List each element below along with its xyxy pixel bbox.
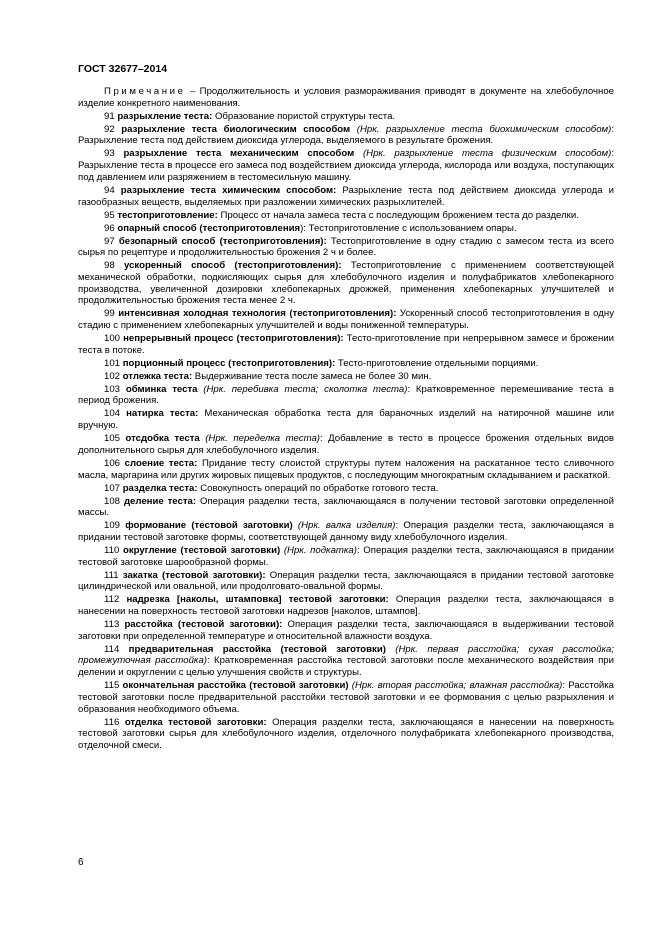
term-entry — [78, 148, 614, 183]
entry-definition: ): Тестоприготовление с использованием опары. — [300, 222, 517, 234]
term-entry — [78, 433, 614, 456]
document-code-header: ГОСТ 32677–2014 — [78, 63, 168, 75]
entry-definition: Совокупность операций по обработке готового теста. — [197, 482, 439, 494]
entry-number: 102 — [104, 370, 121, 382]
entry-number: 111 — [104, 569, 119, 581]
term-entry — [78, 496, 614, 519]
entry-definition: Тестоприготовление с применением соответствующей механической обработки, подкисляющих сырья для хлебобулочного изделия и полуфабрикатов хлебопекарного производства, увеличенной дозировки хлебопекарных дрожжей, применения хлебопекарных улучшителей и продолжительностью брожения теста менее 2 ч. — [78, 260, 614, 307]
entry-term: разделка теста: — [122, 482, 198, 494]
entry-definition: Операция разделки теста, заключающаяся в придании тестовой заготовке цилиндрической или овальной, или продолговато-овальной формы. — [78, 569, 614, 593]
entry-term: закатка (тестовой заготовки): — [122, 569, 266, 581]
entry-definition: : Кратковременная расстойка тестовой заготовки после механического воздействия при делении и округлении с целью улучшения свойств и структуры. — [78, 655, 614, 679]
entry-number: 96 — [104, 222, 115, 234]
entry-definition: Разрыхление теста под действием диоксида углерода и газообразных веществ, выделяемых при разложении химических разрыхлителей. — [78, 184, 614, 208]
entry-non-recommended-term: (Нрк. переделка теста) — [199, 433, 321, 445]
entry-term: округление (тестовой заготовки) — [122, 544, 281, 556]
entry-definition: Механическая обработка теста для бараночных изделий на натирочной машине или вручную. — [78, 408, 614, 432]
entry-number: 107 — [104, 482, 121, 494]
term-entry — [78, 371, 614, 383]
term-entry — [78, 680, 614, 715]
entry-non-recommended-term: (Нрк. перебивка теста; сколотка теста) — [197, 383, 408, 395]
term-entry — [78, 594, 614, 617]
term-entry — [78, 333, 614, 356]
entry-term: порционный процесс (тестоприготовления): — [122, 357, 336, 369]
entry-number: 93 — [104, 148, 115, 160]
term-entry — [78, 570, 614, 593]
term-entry — [78, 520, 614, 543]
entry-number: 100 — [104, 333, 121, 345]
entry-term: отлежка теста: — [122, 370, 193, 382]
entry-definition: : Расстойка тестовой заготовки после предварительной расстойки тестовой заготовки и ее формования с целью разрыхления и образования необходимого объема. — [78, 680, 615, 715]
term-entry — [78, 210, 614, 222]
entry-number: 115 — [104, 680, 120, 692]
note-paragraph — [78, 86, 614, 109]
entry-definition: Процесс от начала замеса теста с последующим брожением теста до разделки. — [217, 209, 579, 221]
entry-definition: Образование пористой структуры теста. — [212, 110, 396, 122]
entry-definition: Тестоприготовление в одну стадию с замесом теста из всего сырья по рецептуре и продолжительностью брожения 2 ч и более. — [78, 235, 614, 259]
entry-number: 113 — [104, 619, 120, 631]
entry-definition: Операция разделки теста, заключающаяся в нанесении на поверхность тестовой заготовки сырья для хлебобулочного изделия, отделочного полуфабриката хлебопекарного производства, отделочной смеси. — [78, 716, 614, 751]
term-entry — [78, 358, 614, 370]
entry-term: слоение теста: — [124, 457, 198, 469]
entry-term: надрезка [наколы, штамповка] тестовой заготовки: — [126, 594, 389, 606]
document-body — [78, 86, 614, 753]
entry-definition: Операция разделки теста, заключающаяся в нанесении на поверхность тестовой заготовки надрезов [наколов, штампов]. — [78, 594, 615, 618]
entry-number: 97 — [104, 235, 115, 247]
entry-number: 108 — [104, 495, 121, 507]
entry-term: опарный способ (тестоприготовления — [117, 222, 301, 234]
entry-term: интенсивная холодная технология (тестоприготовления): — [118, 308, 397, 320]
term-entry — [78, 185, 614, 208]
entry-term: отсдобка теста — [125, 433, 200, 445]
entry-number: 98 — [104, 260, 115, 272]
entry-non-recommended-term: (Нрк. первая расстойка; сухая расстойка; промежуточная расстойка) — [78, 643, 614, 667]
term-entry — [78, 260, 614, 307]
entry-definition: : Операция разделки теста, заключающаяся в придании тестовой заготовке формы, соответствующей данному виду хлебобулочного изделия. — [78, 520, 614, 543]
entry-number: 92 — [104, 123, 115, 135]
entry-number: 116 — [104, 716, 120, 728]
term-entry — [78, 644, 614, 679]
entry-number: 101 — [104, 357, 121, 369]
entry-number: 104 — [104, 408, 121, 420]
term-entry — [78, 384, 614, 407]
entry-term: отделка тестовой заготовки: — [124, 716, 267, 728]
entry-term: ускоренный способ (тестоприготовления): — [123, 260, 342, 272]
entry-definition: : Кратковременное перемешивание теста в период брожения. — [78, 383, 614, 407]
entry-number: 103 — [104, 383, 121, 395]
entry-term: расстойка (тестовой заготовки): — [124, 619, 283, 631]
entry-definition: Тесто-приготовление при непрерывном замесе и брожении теста в потоке. — [78, 333, 614, 356]
term-entry — [78, 619, 614, 642]
entry-non-recommended-term: (Нрк. разрыхление теста физическим способом) — [354, 148, 612, 160]
term-entry — [78, 124, 614, 147]
entry-definition: Придание тесту слоистой структуры путем наложения на раскатанное тесто сливочного масла, маргарина или других жировых пищевых продуктов, с последующим многократным складыванием и раскаткой. — [78, 457, 614, 481]
entry-number: 114 — [104, 643, 120, 655]
entry-number: 110 — [104, 544, 120, 556]
term-entry — [78, 111, 614, 123]
entry-term: непрерывный процесс (тестоприготовления): — [123, 333, 344, 345]
entry-number: 95 — [104, 209, 115, 221]
entry-term: тестоприготовление: — [117, 209, 218, 221]
entry-number: 112 — [104, 594, 120, 606]
entry-definition: Ускоренный способ тестоприготовления в одну стадию с применением хлебопекарных улучшителей и воды пониженной температуры. — [78, 308, 614, 332]
entry-definition: Операция разделки теста, заключающаяся в выдерживании тестовой заготовки при определенной температуре и относительной влажности воздуха. — [78, 619, 614, 642]
entry-non-recommended-term: (Нрк. подкатка) — [280, 544, 357, 556]
entry-term: безопарный способ (тестоприготовления): — [118, 235, 327, 247]
entry-definition: Выдерживание теста после замеса не более 30 мин. — [192, 370, 432, 382]
entry-term: окончательная расстойка (тестовой заготовки) — [122, 680, 349, 692]
term-entry — [78, 308, 614, 331]
entry-number: 106 — [104, 457, 121, 469]
term-entry — [78, 223, 614, 235]
term-entry — [78, 717, 614, 752]
entry-term: деление теста: — [123, 495, 197, 507]
entry-definition: : Операция разделки теста, заключающаяся в придании тестовой заготовке шарообразной формы. — [78, 544, 614, 568]
entry-number: 94 — [104, 184, 115, 196]
entry-definition: Тесто-приготовление отдельными порциями. — [335, 357, 539, 369]
entry-non-recommended-term: (Нрк. вторая расстойка; влажная расстойка) — [348, 680, 563, 692]
entry-definition: : Разрыхление теста в процессе его замеса под воздействием диоксида углерода, кислорода или воздуха, поступающих под давлением или разряжением в тестомесильную машину. — [78, 148, 614, 183]
page-number: 6 — [78, 857, 84, 868]
entry-non-recommended-term: (Нрк. валка изделия) — [292, 520, 396, 532]
term-entry — [78, 458, 614, 481]
entry-term: разрыхление теста биологическим способом — [121, 123, 351, 135]
entry-term: обминка теста — [125, 383, 198, 395]
entry-number: 91 — [104, 110, 115, 122]
entry-number: 109 — [104, 520, 121, 532]
entry-term: разрыхление теста: — [117, 110, 213, 122]
term-entry — [78, 545, 614, 568]
entry-term: натирка теста: — [126, 408, 199, 420]
entry-definition: : Добавление в тесто в процессе брожения отдельных видов дополнительного сырья для хлебобулочного изделия. — [78, 433, 615, 456]
entry-number: 99 — [104, 308, 115, 320]
entry-non-recommended-term: (Нрк. разрыхление теста биохимическим способом) — [350, 123, 612, 135]
entry-term: формование (тестовой заготовки) — [125, 520, 293, 532]
term-entry — [78, 408, 614, 431]
term-entry — [78, 236, 614, 259]
entry-definition: : Разрыхление теста под действием диоксида углерода, выделяемого в результате брожения. — [78, 123, 614, 147]
note-label: Примечание — [104, 86, 186, 97]
note-text: – Продолжительность и условия размораживания приводят в документе на хлебобулочное изделие конкретного наименования. — [78, 86, 614, 109]
entry-term: предварительная расстойка (тестовой заготовки) — [128, 643, 386, 655]
entry-definition: Операция разделки теста, заключающаяся в получении тестовой заготовки определенной массы. — [78, 495, 614, 519]
entry-term: разрыхление теста механическим способом — [123, 148, 355, 160]
term-entry — [78, 483, 614, 495]
entry-term: разрыхление теста химическим способом: — [120, 184, 337, 196]
entry-number: 105 — [104, 433, 121, 445]
